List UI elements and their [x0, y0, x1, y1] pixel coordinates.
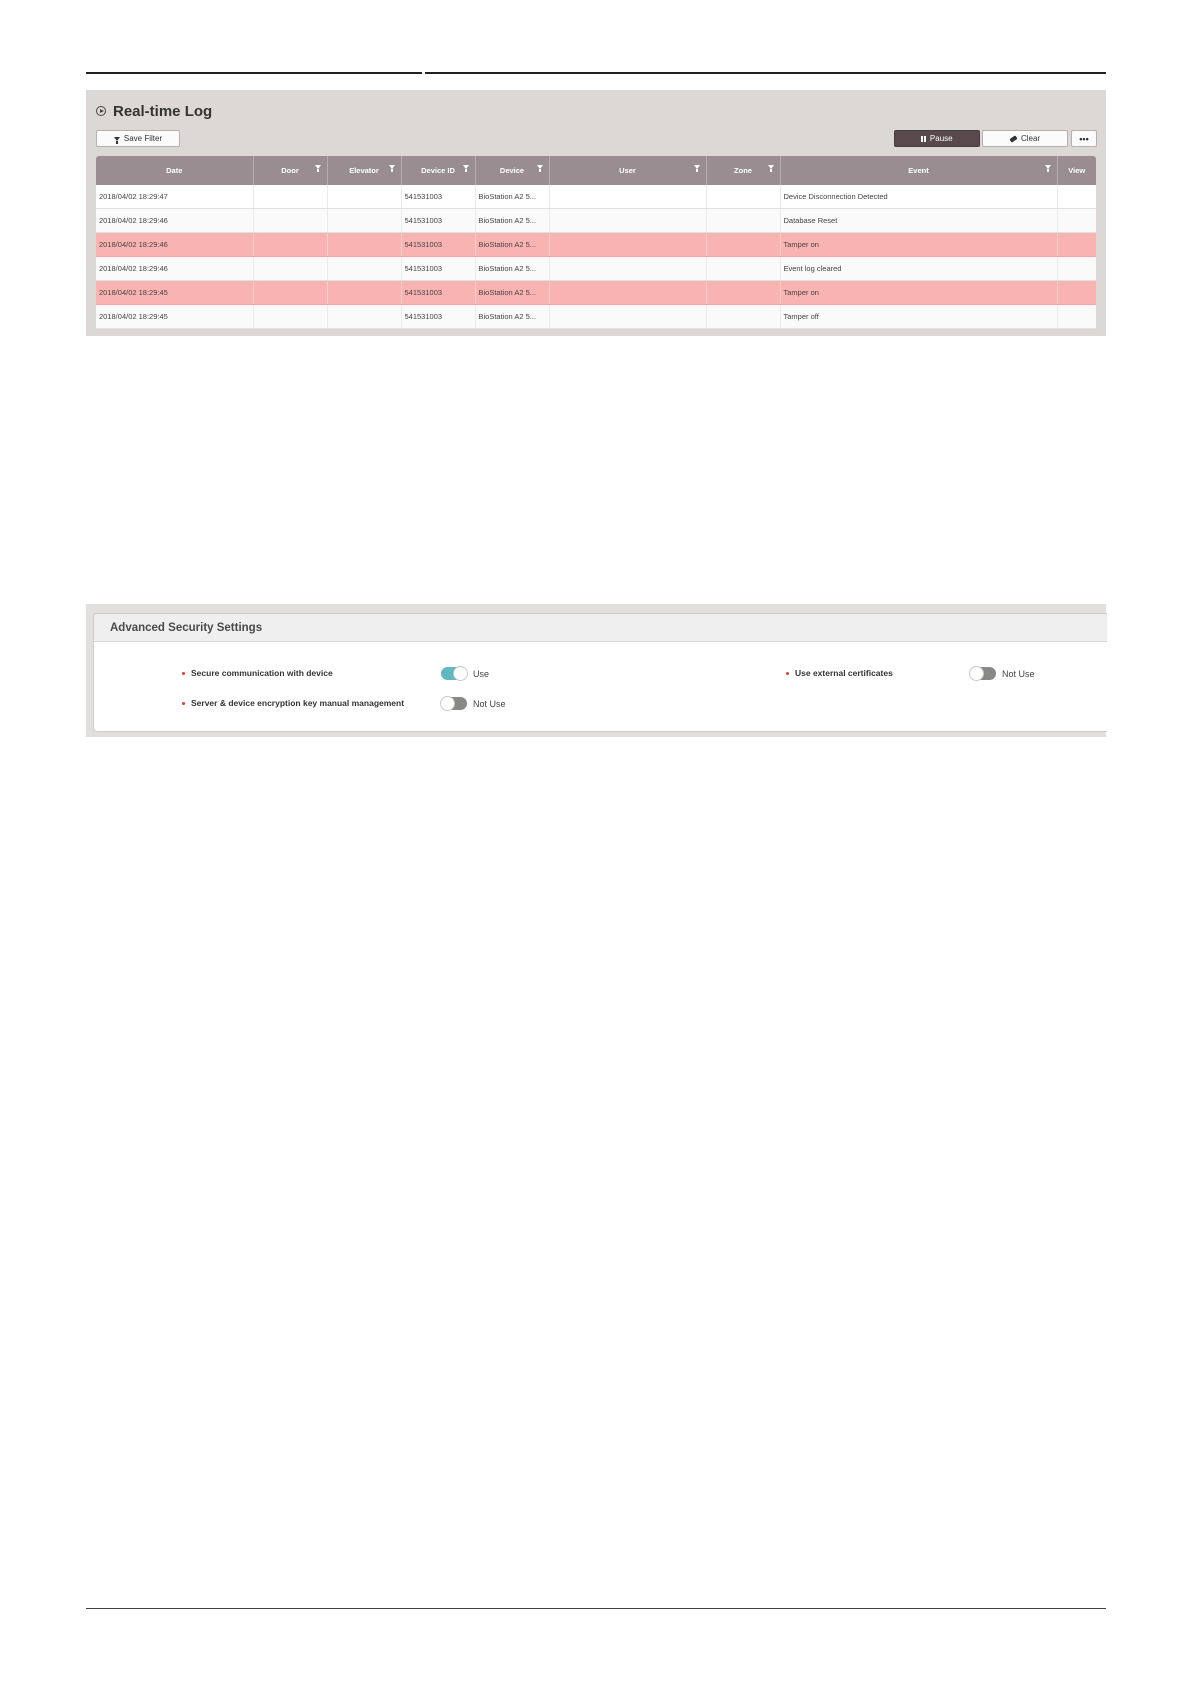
cell-view [1057, 209, 1096, 233]
table-body [96, 185, 1096, 329]
cell-date: 2018/04/02 18:29:46 [96, 209, 253, 233]
cell-door [253, 233, 327, 257]
cell-door [253, 257, 327, 281]
column-header-label: View [1068, 166, 1086, 175]
cell-elevator [327, 185, 401, 209]
cell-device: BioStation A2 5... [475, 185, 549, 209]
key-manual-toggle[interactable] [441, 697, 467, 710]
toggle-knob [440, 696, 455, 711]
column-header-user[interactable] [549, 156, 706, 185]
required-dot-icon [182, 702, 185, 705]
cell-event: Event log cleared [780, 257, 1057, 281]
more-dots-icon: ••• [1079, 133, 1089, 144]
cell-elevator [327, 281, 401, 305]
advanced-security-title: Advanced Security Settings [94, 614, 1107, 642]
table-row[interactable] [96, 233, 1096, 257]
more-options-button[interactable] [1071, 130, 1097, 147]
realtime-log-heading [96, 100, 212, 122]
cell-elevator [327, 305, 401, 329]
column-header-device-id[interactable] [401, 156, 475, 185]
required-dot-icon [786, 672, 789, 675]
table-row[interactable] [96, 257, 1096, 281]
cell-user [549, 281, 706, 305]
column-header-label: Door [281, 166, 299, 175]
cell-zone [706, 257, 780, 281]
cell-zone [706, 281, 780, 305]
cell-elevator [327, 209, 401, 233]
column-header-label: Zone [734, 166, 752, 175]
toggle-knob [969, 666, 984, 681]
cell-zone [706, 305, 780, 329]
cell-view [1057, 305, 1096, 329]
top-rule [86, 72, 1106, 74]
column-filter-icon[interactable] [768, 165, 774, 169]
cell-view [1057, 233, 1096, 257]
key-manual-toggle-group [441, 697, 506, 710]
cell-device-id: 541531003 [401, 185, 475, 209]
cell-event: Tamper on [780, 281, 1057, 305]
external-certs-toggle-group [970, 667, 1035, 680]
cell-date: 2018/04/02 18:29:45 [96, 281, 253, 305]
eraser-icon [1009, 135, 1017, 142]
filter-icon [114, 137, 120, 141]
column-header-label: Event [908, 166, 929, 175]
cell-user [549, 209, 706, 233]
column-header-label: Device [499, 166, 525, 175]
cell-date: 2018/04/02 18:29:46 [96, 257, 253, 281]
external-certs-state: Not Use [1002, 668, 1035, 679]
toggle-knob [453, 666, 468, 681]
cell-user [549, 305, 706, 329]
column-filter-icon[interactable] [389, 165, 395, 169]
bottom-rule [86, 1608, 1106, 1609]
realtime-log-title: Real-time Log [113, 102, 213, 120]
column-filter-icon[interactable] [537, 165, 543, 169]
cell-door [253, 281, 327, 305]
column-filter-icon[interactable] [694, 165, 700, 169]
column-header-zone[interactable] [706, 156, 780, 185]
secure-comm-option [182, 668, 333, 678]
column-filter-icon[interactable] [1045, 165, 1051, 169]
secure-comm-toggle-group [441, 667, 489, 680]
table-row[interactable] [96, 281, 1096, 305]
column-header-date[interactable] [96, 156, 253, 185]
cell-zone [706, 233, 780, 257]
cell-device: BioStation A2 5... [475, 281, 549, 305]
secure-comm-label: Secure communication with device [191, 668, 333, 678]
save-filter-button[interactable] [96, 130, 180, 147]
cell-device-id: 541531003 [401, 233, 475, 257]
cell-zone [706, 209, 780, 233]
cell-view [1057, 281, 1096, 305]
column-header-device[interactable] [475, 156, 549, 185]
advanced-security-card [93, 613, 1107, 732]
clear-button[interactable] [982, 130, 1068, 147]
save-filter-label: Save Filter [123, 134, 163, 143]
pause-icon [921, 136, 926, 142]
cell-event: Database Reset [780, 209, 1057, 233]
advanced-security-panel [86, 604, 1106, 737]
key-manual-state: Not Use [473, 698, 506, 709]
cell-user [549, 257, 706, 281]
key-manual-label: Server & device encryption key manual management [191, 698, 405, 708]
cell-device: BioStation A2 5... [475, 233, 549, 257]
external-certs-label: Use external certificates [795, 668, 893, 678]
cell-event: Tamper on [780, 233, 1057, 257]
cell-user [549, 233, 706, 257]
cell-date: 2018/04/02 18:29:47 [96, 185, 253, 209]
table-row[interactable] [96, 185, 1096, 209]
realtime-log-panel [86, 90, 1106, 336]
column-header-label: Elevator [349, 166, 379, 175]
cell-device-id: 541531003 [401, 209, 475, 233]
external-certs-option [786, 668, 893, 678]
column-header-label: Date [166, 166, 183, 175]
cell-device: BioStation A2 5... [475, 257, 549, 281]
cell-view [1057, 257, 1096, 281]
column-header-label: Device ID [421, 166, 455, 175]
cell-door [253, 209, 327, 233]
cell-door [253, 305, 327, 329]
key-manual-option [182, 698, 404, 708]
event-log-table [96, 156, 1096, 329]
cell-zone [706, 185, 780, 209]
cell-user [549, 185, 706, 209]
cell-event: Device Disconnection Detected [780, 185, 1057, 209]
cell-date: 2018/04/02 18:29:46 [96, 233, 253, 257]
table-row[interactable] [96, 305, 1096, 329]
column-header-label: User [619, 166, 636, 175]
secure-comm-toggle[interactable] [441, 667, 467, 680]
secure-comm-state: Use [473, 668, 490, 679]
column-filter-icon[interactable] [315, 165, 321, 169]
cell-device: BioStation A2 5... [475, 305, 549, 329]
column-header-view[interactable] [1057, 156, 1096, 185]
cell-event: Tamper off [780, 305, 1057, 329]
external-certs-toggle[interactable] [970, 667, 996, 680]
table-header-row [96, 156, 1096, 185]
play-circle-icon [96, 106, 106, 116]
column-filter-icon[interactable] [463, 165, 469, 169]
cell-device: BioStation A2 5... [475, 209, 549, 233]
cell-view [1057, 185, 1096, 209]
table-row[interactable] [96, 209, 1096, 233]
cell-device-id: 541531003 [401, 257, 475, 281]
cell-device-id: 541531003 [401, 305, 475, 329]
column-header-door[interactable] [253, 156, 327, 185]
clear-label: Clear [1020, 134, 1041, 143]
column-header-event[interactable] [780, 156, 1057, 185]
cell-door [253, 185, 327, 209]
cell-elevator [327, 233, 401, 257]
column-header-elevator[interactable] [327, 156, 401, 185]
cell-elevator [327, 257, 401, 281]
cell-date: 2018/04/02 18:29:45 [96, 305, 253, 329]
pause-label: Pause [929, 134, 953, 143]
pause-button[interactable] [894, 130, 980, 147]
cell-device-id: 541531003 [401, 281, 475, 305]
required-dot-icon [182, 672, 185, 675]
